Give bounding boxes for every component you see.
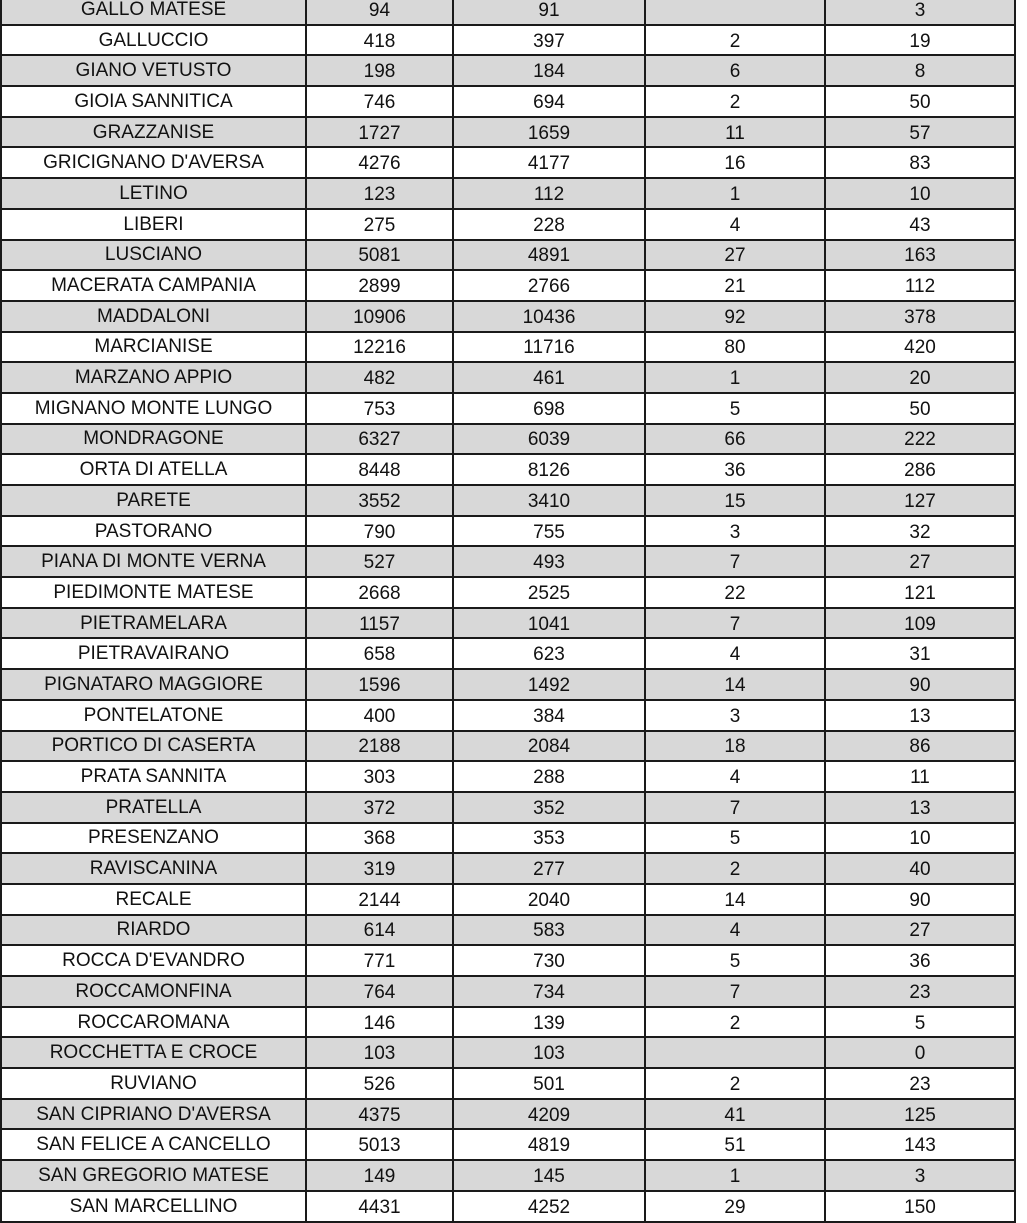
table-row	[1, 209, 1015, 240]
value-col-4-cell: 143	[825, 1129, 1015, 1160]
value-col-4-cell: 90	[825, 884, 1015, 915]
table-row	[1, 700, 1015, 731]
value-col-1-cell: 6327	[306, 424, 453, 455]
comune-cell: GALLUCCIO	[1, 25, 306, 56]
comune-cell: PIETRAMELARA	[1, 608, 306, 639]
value-col-2-cell: 2525	[453, 577, 645, 608]
value-col-2-cell: 698	[453, 393, 645, 424]
value-col-3-cell: 2	[645, 86, 825, 117]
value-col-4-cell: 109	[825, 608, 1015, 639]
value-col-4-cell: 163	[825, 240, 1015, 271]
table-row	[1, 424, 1015, 455]
table-row	[1, 301, 1015, 332]
value-col-2-cell: 103	[453, 1037, 645, 1068]
value-col-3-cell: 18	[645, 731, 825, 762]
table-row	[1, 1068, 1015, 1099]
comune-cell: RIARDO	[1, 915, 306, 946]
value-col-2-cell: 139	[453, 1007, 645, 1038]
value-col-2-cell: 4252	[453, 1191, 645, 1222]
value-col-1-cell: 746	[306, 86, 453, 117]
table-row	[1, 332, 1015, 363]
value-col-1-cell: 790	[306, 516, 453, 547]
value-col-3-cell: 22	[645, 577, 825, 608]
value-col-1-cell: 2668	[306, 577, 453, 608]
value-col-3-cell: 11	[645, 117, 825, 148]
table-row	[1, 178, 1015, 209]
value-col-1-cell: 771	[306, 945, 453, 976]
value-col-4-cell: 86	[825, 731, 1015, 762]
table-row	[1, 577, 1015, 608]
value-col-3-cell	[645, 1037, 825, 1068]
value-col-4-cell: 127	[825, 485, 1015, 516]
value-col-1-cell: 2188	[306, 731, 453, 762]
value-col-2-cell: 352	[453, 792, 645, 823]
table-row	[1, 761, 1015, 792]
table-row	[1, 731, 1015, 762]
comune-cell: SAN CIPRIANO D'AVERSA	[1, 1099, 306, 1130]
value-col-3-cell: 3	[645, 516, 825, 547]
value-col-4-cell: 286	[825, 454, 1015, 485]
value-col-2-cell: 1492	[453, 669, 645, 700]
value-col-2-cell: 2040	[453, 884, 645, 915]
value-col-2-cell: 734	[453, 976, 645, 1007]
value-col-1-cell: 8448	[306, 454, 453, 485]
value-col-2-cell: 4891	[453, 240, 645, 271]
value-col-3-cell: 2	[645, 25, 825, 56]
comune-cell: MADDALONI	[1, 301, 306, 332]
value-col-2-cell: 6039	[453, 424, 645, 455]
value-col-3-cell: 1	[645, 362, 825, 393]
table-row	[1, 454, 1015, 485]
value-col-1-cell: 10906	[306, 301, 453, 332]
value-col-1-cell: 4276	[306, 147, 453, 178]
value-col-1-cell: 368	[306, 823, 453, 854]
value-col-2-cell: 623	[453, 638, 645, 669]
value-col-1-cell: 198	[306, 55, 453, 86]
comune-cell: GIANO VETUSTO	[1, 55, 306, 86]
comune-cell: PIEDIMONTE MATESE	[1, 577, 306, 608]
comune-cell: ROCCA D'EVANDRO	[1, 945, 306, 976]
comune-cell: PONTELATONE	[1, 700, 306, 731]
value-col-4-cell: 19	[825, 25, 1015, 56]
table-row	[1, 0, 1015, 25]
value-col-3-cell: 21	[645, 270, 825, 301]
value-col-3-cell: 15	[645, 485, 825, 516]
value-col-4-cell: 420	[825, 332, 1015, 363]
value-col-1-cell: 400	[306, 700, 453, 731]
value-col-4-cell: 23	[825, 976, 1015, 1007]
value-col-3-cell: 3	[645, 700, 825, 731]
comune-cell: LETINO	[1, 178, 306, 209]
value-col-3-cell	[645, 0, 825, 25]
value-col-1-cell: 4375	[306, 1099, 453, 1130]
table-row	[1, 546, 1015, 577]
value-col-1-cell: 319	[306, 853, 453, 884]
comune-cell: MONDRAGONE	[1, 424, 306, 455]
comune-cell: PRATELLA	[1, 792, 306, 823]
value-col-4-cell: 11	[825, 761, 1015, 792]
value-col-3-cell: 2	[645, 1068, 825, 1099]
value-col-1-cell: 372	[306, 792, 453, 823]
value-col-3-cell: 7	[645, 546, 825, 577]
value-col-4-cell: 0	[825, 1037, 1015, 1068]
table-row	[1, 853, 1015, 884]
value-col-3-cell: 66	[645, 424, 825, 455]
table-row	[1, 25, 1015, 56]
value-col-3-cell: 2	[645, 1007, 825, 1038]
table-row	[1, 117, 1015, 148]
comune-cell: ROCCAROMANA	[1, 1007, 306, 1038]
table-row	[1, 516, 1015, 547]
value-col-2-cell: 2766	[453, 270, 645, 301]
value-col-2-cell: 11716	[453, 332, 645, 363]
value-col-1-cell: 123	[306, 178, 453, 209]
value-col-2-cell: 1659	[453, 117, 645, 148]
value-col-2-cell: 4177	[453, 147, 645, 178]
value-col-2-cell: 583	[453, 915, 645, 946]
value-col-3-cell: 2	[645, 853, 825, 884]
table-row	[1, 823, 1015, 854]
value-col-2-cell: 3410	[453, 485, 645, 516]
table-row	[1, 485, 1015, 516]
value-col-3-cell: 41	[645, 1099, 825, 1130]
value-col-3-cell: 80	[645, 332, 825, 363]
value-col-4-cell: 378	[825, 301, 1015, 332]
value-col-3-cell: 1	[645, 178, 825, 209]
value-col-3-cell: 6	[645, 55, 825, 86]
value-col-1-cell: 303	[306, 761, 453, 792]
comune-cell: RAVISCANINA	[1, 853, 306, 884]
value-col-1-cell: 526	[306, 1068, 453, 1099]
value-col-3-cell: 36	[645, 454, 825, 485]
value-col-4-cell: 50	[825, 86, 1015, 117]
value-col-3-cell: 4	[645, 638, 825, 669]
comune-cell: MARCIANISE	[1, 332, 306, 363]
value-col-4-cell: 13	[825, 700, 1015, 731]
value-col-3-cell: 4	[645, 915, 825, 946]
comune-cell: LIBERI	[1, 209, 306, 240]
table-row	[1, 393, 1015, 424]
table-row	[1, 1191, 1015, 1222]
comune-cell: GRICIGNANO D'AVERSA	[1, 147, 306, 178]
comune-cell: PRESENZANO	[1, 823, 306, 854]
comune-cell: ORTA DI ATELLA	[1, 454, 306, 485]
table-row	[1, 86, 1015, 117]
value-col-2-cell: 288	[453, 761, 645, 792]
value-col-4-cell: 20	[825, 362, 1015, 393]
table-row	[1, 55, 1015, 86]
value-col-2-cell: 4819	[453, 1129, 645, 1160]
comune-cell: RUVIANO	[1, 1068, 306, 1099]
comune-cell: RECALE	[1, 884, 306, 915]
comune-cell: PIANA DI MONTE VERNA	[1, 546, 306, 577]
table-row	[1, 1099, 1015, 1130]
value-col-3-cell: 7	[645, 792, 825, 823]
value-col-2-cell: 10436	[453, 301, 645, 332]
value-col-3-cell: 7	[645, 976, 825, 1007]
value-col-4-cell: 112	[825, 270, 1015, 301]
value-col-4-cell: 36	[825, 945, 1015, 976]
comune-cell: MIGNANO MONTE LUNGO	[1, 393, 306, 424]
table-row	[1, 915, 1015, 946]
value-col-4-cell: 8	[825, 55, 1015, 86]
value-col-2-cell: 145	[453, 1160, 645, 1191]
value-col-1-cell: 1157	[306, 608, 453, 639]
value-col-1-cell: 614	[306, 915, 453, 946]
table-row	[1, 608, 1015, 639]
value-col-4-cell: 10	[825, 823, 1015, 854]
table-row	[1, 792, 1015, 823]
data-table-body	[1, 0, 1015, 1222]
value-col-2-cell: 277	[453, 853, 645, 884]
value-col-2-cell: 353	[453, 823, 645, 854]
comune-cell: GRAZZANISE	[1, 117, 306, 148]
value-col-4-cell: 3	[825, 1160, 1015, 1191]
value-col-4-cell: 27	[825, 915, 1015, 946]
value-col-4-cell: 40	[825, 853, 1015, 884]
value-col-4-cell: 5	[825, 1007, 1015, 1038]
value-col-1-cell: 103	[306, 1037, 453, 1068]
value-col-1-cell: 275	[306, 209, 453, 240]
value-col-3-cell: 1	[645, 1160, 825, 1191]
value-col-3-cell: 14	[645, 669, 825, 700]
table-row	[1, 1160, 1015, 1191]
value-col-4-cell: 23	[825, 1068, 1015, 1099]
value-col-2-cell: 112	[453, 178, 645, 209]
comune-cell: PIETRAVAIRANO	[1, 638, 306, 669]
table-row	[1, 884, 1015, 915]
value-col-4-cell: 27	[825, 546, 1015, 577]
value-col-1-cell: 658	[306, 638, 453, 669]
value-col-2-cell: 730	[453, 945, 645, 976]
value-col-2-cell: 228	[453, 209, 645, 240]
table-row	[1, 362, 1015, 393]
value-col-4-cell: 3	[825, 0, 1015, 25]
value-col-2-cell: 91	[453, 0, 645, 25]
value-col-4-cell: 222	[825, 424, 1015, 455]
comune-cell: SAN MARCELLINO	[1, 1191, 306, 1222]
value-col-3-cell: 5	[645, 945, 825, 976]
value-col-4-cell: 125	[825, 1099, 1015, 1130]
table-row	[1, 240, 1015, 271]
value-col-1-cell: 527	[306, 546, 453, 577]
value-col-2-cell: 8126	[453, 454, 645, 485]
value-col-3-cell: 51	[645, 1129, 825, 1160]
value-col-3-cell: 4	[645, 761, 825, 792]
value-col-1-cell: 5013	[306, 1129, 453, 1160]
value-col-2-cell: 4209	[453, 1099, 645, 1130]
value-col-2-cell: 755	[453, 516, 645, 547]
table-row	[1, 1007, 1015, 1038]
value-col-4-cell: 90	[825, 669, 1015, 700]
value-col-4-cell: 150	[825, 1191, 1015, 1222]
value-col-3-cell: 7	[645, 608, 825, 639]
comune-cell: ROCCHETTA E CROCE	[1, 1037, 306, 1068]
value-col-1-cell: 2899	[306, 270, 453, 301]
value-col-3-cell: 14	[645, 884, 825, 915]
comune-cell: ROCCAMONFINA	[1, 976, 306, 1007]
table-row	[1, 669, 1015, 700]
value-col-4-cell: 57	[825, 117, 1015, 148]
value-col-4-cell: 121	[825, 577, 1015, 608]
comune-cell: GALLO MATESE	[1, 0, 306, 25]
value-col-2-cell: 501	[453, 1068, 645, 1099]
value-col-3-cell: 27	[645, 240, 825, 271]
comune-cell: PASTORANO	[1, 516, 306, 547]
value-col-3-cell: 5	[645, 393, 825, 424]
value-col-1-cell: 94	[306, 0, 453, 25]
value-col-1-cell: 1596	[306, 669, 453, 700]
value-col-1-cell: 146	[306, 1007, 453, 1038]
value-col-2-cell: 1041	[453, 608, 645, 639]
value-col-1-cell: 764	[306, 976, 453, 1007]
value-col-1-cell: 2144	[306, 884, 453, 915]
value-col-3-cell: 92	[645, 301, 825, 332]
value-col-1-cell: 5081	[306, 240, 453, 271]
value-col-4-cell: 83	[825, 147, 1015, 178]
comune-cell: SAN GREGORIO MATESE	[1, 1160, 306, 1191]
value-col-4-cell: 13	[825, 792, 1015, 823]
value-col-1-cell: 482	[306, 362, 453, 393]
value-col-4-cell: 32	[825, 516, 1015, 547]
value-col-2-cell: 2084	[453, 731, 645, 762]
table-row	[1, 1129, 1015, 1160]
value-col-3-cell: 16	[645, 147, 825, 178]
value-col-1-cell: 3552	[306, 485, 453, 516]
value-col-1-cell: 1727	[306, 117, 453, 148]
value-col-2-cell: 184	[453, 55, 645, 86]
value-col-2-cell: 397	[453, 25, 645, 56]
value-col-1-cell: 418	[306, 25, 453, 56]
table-row	[1, 147, 1015, 178]
value-col-1-cell: 753	[306, 393, 453, 424]
value-col-1-cell: 4431	[306, 1191, 453, 1222]
value-col-2-cell: 384	[453, 700, 645, 731]
comune-cell: SAN FELICE A CANCELLO	[1, 1129, 306, 1160]
comune-cell: GIOIA SANNITICA	[1, 86, 306, 117]
table-row	[1, 638, 1015, 669]
value-col-4-cell: 31	[825, 638, 1015, 669]
value-col-4-cell: 10	[825, 178, 1015, 209]
value-col-2-cell: 493	[453, 546, 645, 577]
value-col-3-cell: 5	[645, 823, 825, 854]
table-row	[1, 945, 1015, 976]
value-col-4-cell: 50	[825, 393, 1015, 424]
comune-cell: PIGNATARO MAGGIORE	[1, 669, 306, 700]
comune-cell: MACERATA CAMPANIA	[1, 270, 306, 301]
comune-cell: PORTICO DI CASERTA	[1, 731, 306, 762]
value-col-2-cell: 461	[453, 362, 645, 393]
table-row	[1, 976, 1015, 1007]
value-col-2-cell: 694	[453, 86, 645, 117]
table-row	[1, 270, 1015, 301]
value-col-4-cell: 43	[825, 209, 1015, 240]
comune-cell: PARETE	[1, 485, 306, 516]
table-row	[1, 1037, 1015, 1068]
value-col-1-cell: 12216	[306, 332, 453, 363]
value-col-1-cell: 149	[306, 1160, 453, 1191]
comune-cell: MARZANO APPIO	[1, 362, 306, 393]
comune-cell: LUSCIANO	[1, 240, 306, 271]
value-col-3-cell: 4	[645, 209, 825, 240]
comune-cell: PRATA SANNITA	[1, 761, 306, 792]
value-col-3-cell: 29	[645, 1191, 825, 1222]
